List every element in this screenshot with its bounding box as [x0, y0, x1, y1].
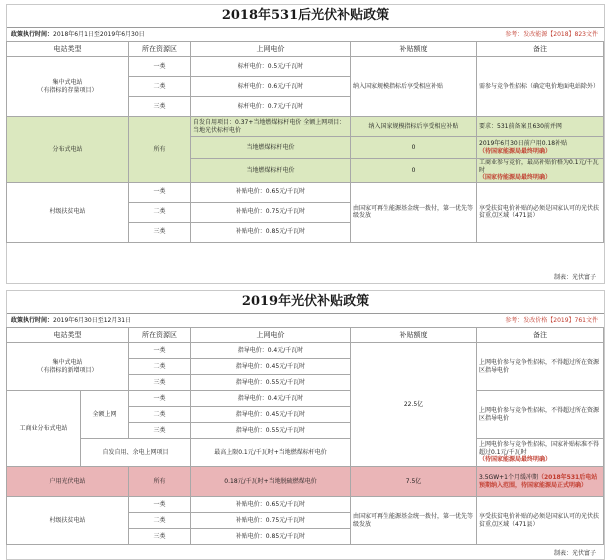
- poverty-note: 享受扶贫电价补贴的必须是国家认可的光伏扶贫重点区域（471县）: [477, 182, 604, 242]
- dist-subsidy: 纳入国家规模指标后享受相应补贴: [351, 117, 477, 137]
- poverty-subsidy: 由国家可再生能源基金统一拨付，第一优先等级发放: [351, 182, 477, 242]
- ci-subsidy: 0: [351, 159, 477, 183]
- poverty-station-name: 村级扶贫电站: [7, 182, 129, 242]
- table-maker: 制表：光伏富子: [553, 550, 596, 557]
- policy-table-2018: [6, 41, 604, 243]
- full-grid-price-3: 指导电价：0.55元/千瓦时: [191, 423, 351, 439]
- full-grid-price-1: 指导电价：0.4元/千瓦时: [191, 391, 351, 407]
- policy-table-2019: [6, 327, 604, 545]
- self-use-price: 最高上限0.1元/千瓦时+当地燃煤标杆电价: [191, 439, 351, 467]
- household-subsidy: 7.5亿: [351, 467, 477, 497]
- class-1: 一类: [129, 497, 191, 513]
- poverty-price-1: 补贴电价：0.65元/千瓦时: [191, 497, 351, 513]
- central-price-2: 标杆电价：0.6元/千瓦时: [191, 77, 351, 97]
- sheet-title: 2018年531后光伏补贴政策: [7, 5, 604, 28]
- household-note: 2019年6月30日前户用0.18补贴: [479, 140, 568, 147]
- class-1: 一类: [129, 182, 191, 202]
- header-grid-price: 上网电价: [191, 42, 351, 57]
- household-note: 3.5GW+1个月缓冲期: [479, 474, 538, 481]
- poverty-price-2: 补贴电价：0.75元/千瓦时: [191, 202, 351, 222]
- header-station-type: 电站类型: [7, 42, 129, 57]
- self-use-note-red: （待国家能源局最终明确）: [479, 456, 552, 464]
- ci-price: 当地燃煤标杆电价: [191, 159, 351, 183]
- poverty-station-name: 村级扶贫电站: [7, 497, 129, 545]
- period-value: 2019年6月30日至12月31日: [53, 317, 132, 324]
- central-price-3: 标杆电价：0.7元/千瓦时: [191, 97, 351, 117]
- household-price: 0.18元/千瓦时+当地脱硫燃煤电价: [191, 467, 351, 497]
- central-price-1: 标杆电价：0.5元/千瓦时: [191, 57, 351, 77]
- ci-note: 工商业参与竞价，最高补贴价格为0.1元/千瓦时: [479, 159, 599, 174]
- class-2: 二类: [129, 407, 191, 423]
- policy-period: [7, 28, 604, 41]
- table-row: [7, 343, 604, 359]
- household-subsidy: 0: [351, 137, 477, 159]
- full-grid-name: 全额上网: [81, 391, 129, 439]
- class-1: 一类: [129, 343, 191, 359]
- central-price-1: 指导电价：0.4元/千瓦时: [191, 343, 351, 359]
- policy-sheet-2018: [6, 4, 605, 284]
- full-grid-price-2: 指导电价：0.45元/千瓦时: [191, 407, 351, 423]
- central-station-name: 集中式电站: [52, 79, 83, 86]
- table-row: [7, 57, 604, 77]
- poverty-price-2: 补贴电价：0.75元/千瓦时: [191, 513, 351, 529]
- header-remarks: 备注: [477, 42, 604, 57]
- period-value: 2018年6月1日至2019年6月30日: [53, 31, 145, 38]
- central-station-cell: [7, 343, 129, 391]
- poverty-price-3: 补贴电价：0.85元/千瓦时: [191, 529, 351, 545]
- central-note: 上网电价参与竞争性招标，不得超过所在资源区指导电价: [477, 343, 604, 391]
- self-use-note: 上网电价参与竞争性招标，国家补贴标准不得超过0.1元/千瓦时: [479, 441, 600, 456]
- household-station-name: 户用光伏电站: [7, 467, 129, 497]
- central-station-sub: （有指标的存量项目）: [37, 86, 98, 94]
- central-subsidy: 纳入国家规模指标后享受相应补贴: [351, 57, 477, 117]
- policy-sheet-2019: [6, 290, 605, 560]
- sheet-title: 2019年光伏补贴政策: [7, 291, 604, 314]
- household-price: 当地燃煤标杆电价: [191, 137, 351, 159]
- policy-period: [7, 314, 604, 327]
- class-3: 三类: [129, 97, 191, 117]
- table-row: [7, 497, 604, 513]
- dist-note: 要求：531前备案且630前并网: [477, 117, 604, 137]
- class-3: 三类: [129, 423, 191, 439]
- poverty-price-1: 补贴电价：0.65元/千瓦时: [191, 182, 351, 202]
- table-row: [7, 117, 604, 137]
- reference-doc: 参考：发改价格【2019】761文件: [505, 317, 598, 324]
- household-note-red: （待国家能源局最终明确）: [479, 147, 552, 155]
- class-3: 三类: [129, 222, 191, 242]
- central-station-cell: [7, 57, 129, 117]
- table-row: [7, 391, 604, 407]
- self-use-note-cell: [477, 439, 604, 467]
- central-price-3: 指导电价：0.55元/千瓦时: [191, 375, 351, 391]
- poverty-subsidy: 由国家可再生能源基金统一拨付，第一优先等级发放: [351, 497, 477, 545]
- class-2: 二类: [129, 202, 191, 222]
- subsidy-total: 22.5亿: [351, 343, 477, 467]
- class-1: 一类: [129, 391, 191, 407]
- dist-region: 所有: [129, 117, 191, 183]
- household-note-cell: [477, 137, 604, 159]
- central-station-name: 集中式电站: [52, 359, 83, 366]
- ci-station-name: 工商业分布式电站: [7, 391, 81, 467]
- household-region: 所有: [129, 467, 191, 497]
- class-2: 二类: [129, 359, 191, 375]
- dist-station-name: 分布式电站: [7, 117, 129, 183]
- reference-doc: 参考：发改能源【2018】823文件: [505, 31, 598, 38]
- header-resource-zone: 所在资源区: [129, 328, 191, 343]
- household-note-cell: [477, 467, 604, 497]
- class-2: 二类: [129, 77, 191, 97]
- class-2: 二类: [129, 513, 191, 529]
- household-note-red: （2018年531后电站预期纳入范围，待国家能源局正式明确）: [479, 474, 598, 489]
- central-note: 需参与竞争性招标（确定电价地面电站除外）: [477, 57, 604, 117]
- table-maker: 制表：光伏富子: [553, 274, 596, 281]
- header-resource-zone: 所在资源区: [129, 42, 191, 57]
- ci-note-cell: [477, 159, 604, 183]
- header-remarks: 备注: [477, 328, 604, 343]
- class-3: 三类: [129, 529, 191, 545]
- header-station-type: 电站类型: [7, 328, 129, 343]
- class-3: 三类: [129, 375, 191, 391]
- header-row: [7, 42, 604, 57]
- poverty-price-3: 补贴电价：0.85元/千瓦时: [191, 222, 351, 242]
- period-label: 政策执行时间：: [11, 31, 54, 38]
- header-subsidy: 补贴额度: [351, 42, 477, 57]
- full-grid-note: 上网电价参与竞争性招标，不得超过所在资源区指导电价: [477, 391, 604, 439]
- class-1: 一类: [129, 57, 191, 77]
- central-station-sub: （有指标的新增项目）: [37, 366, 98, 374]
- header-grid-price: 上网电价: [191, 328, 351, 343]
- header-subsidy: 补贴额度: [351, 328, 477, 343]
- ci-note-red: （国家待能源局最终明确）: [479, 174, 552, 181]
- poverty-note: 享受扶贫电价补贴的必须是国家认可的光伏扶贫重点区域（471县）: [477, 497, 604, 545]
- table-row: [7, 439, 604, 467]
- dist-price: 自发自用项目：0.37+当地燃煤标杆电价 全额上网项目：当地光伏标杆电价: [191, 117, 351, 137]
- table-row: [7, 467, 604, 497]
- central-price-2: 指导电价：0.45元/千瓦时: [191, 359, 351, 375]
- self-use-name: 自发自用、余电上网项目: [81, 439, 191, 467]
- header-row: [7, 328, 604, 343]
- table-row: [7, 182, 604, 202]
- period-label: 政策执行时间：: [11, 317, 54, 324]
